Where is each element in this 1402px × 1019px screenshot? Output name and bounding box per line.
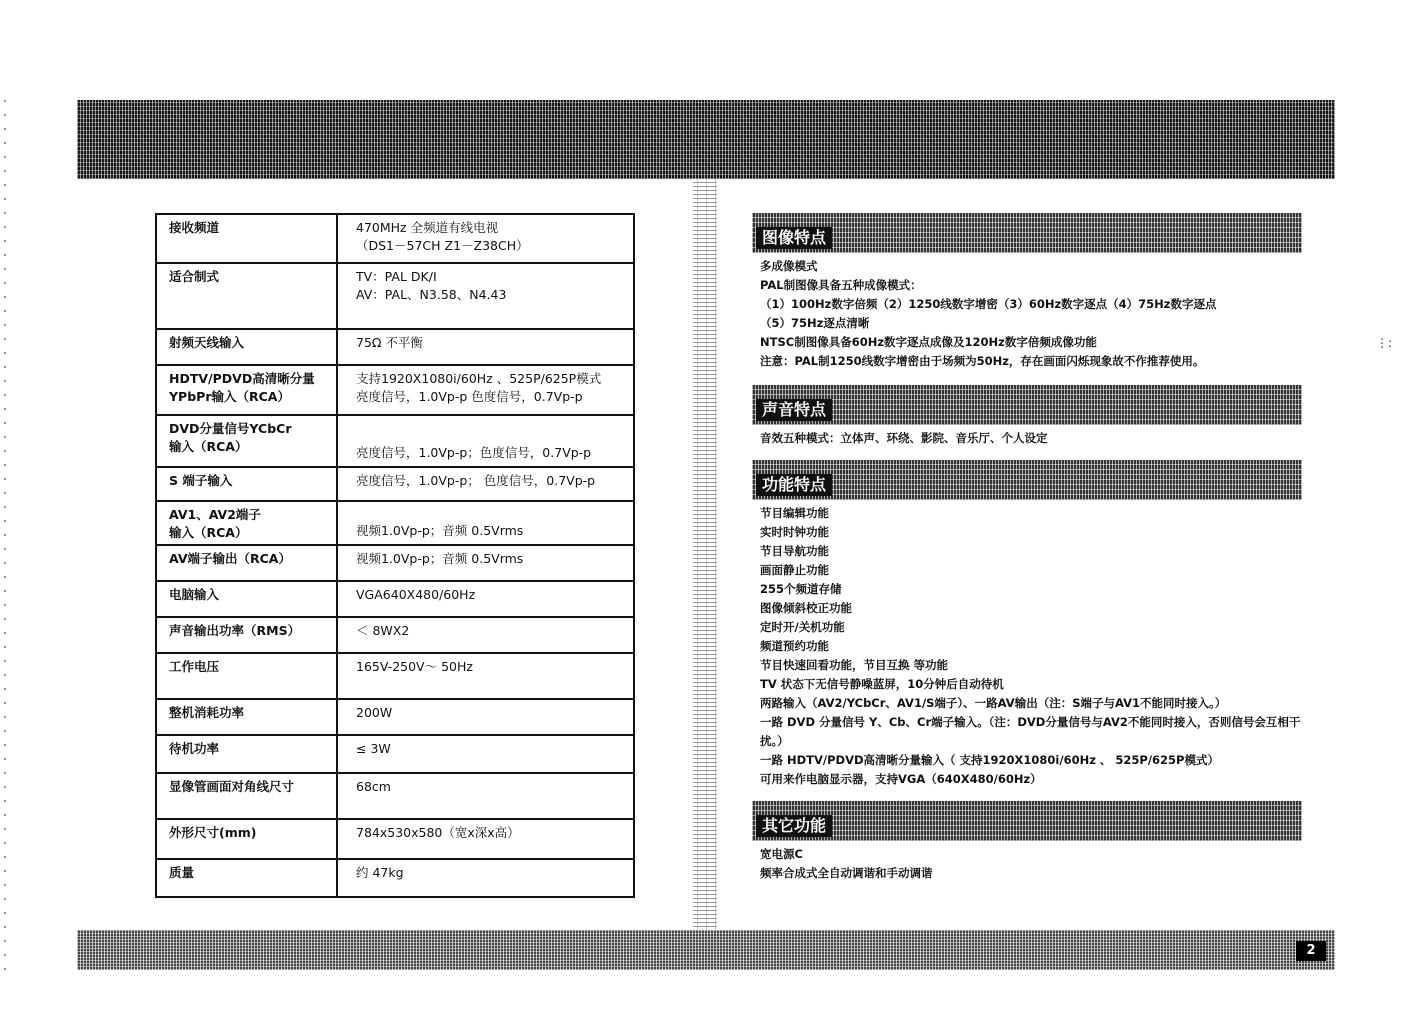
spec-label-text: YPbPr输入（RCA） (169, 389, 290, 404)
spec-label (156, 263, 337, 329)
spec-label-text: 外形尺寸(mm) (169, 825, 257, 840)
spec-label-text: 接收频道 (169, 220, 220, 235)
spec-value-text: （DS1－57CH Z1－Z38CH） (356, 238, 529, 253)
spec-table (155, 213, 635, 898)
spec-label-text: 输入（RCA） (169, 525, 248, 540)
spec-label-text: 适合制式 (169, 269, 220, 284)
spec-label-text: 待机功率 (169, 741, 220, 756)
section-body (752, 253, 1302, 377)
spec-value-text: 470MHz 全频道有线电视 (356, 220, 499, 235)
spec-label (156, 581, 337, 617)
spec-row (156, 467, 634, 501)
section-line: 多成像模式 (760, 259, 818, 273)
spec-value-text: AV：PAL、N3.58、N4.43 (356, 287, 507, 302)
section-line: 频率合成式全自动调谐和手动调谐 (760, 866, 933, 880)
section-line: NTSC制图像具备60Hz数字逐点成像及120Hz数字倍频成像功能 (760, 335, 1097, 349)
spec-row (156, 819, 634, 859)
spec-label (156, 617, 337, 653)
header-band (77, 100, 1335, 179)
section-line: PAL制图像具备五种成像模式： (760, 278, 922, 292)
section-line: 两路输入（AV2/YCbCr、AV1/S端子）、一路AV输出（注：S端子与AV1不能同时接入。） (760, 696, 1227, 710)
spec-value-text: VGA640X480/60Hz (356, 587, 476, 602)
spec-value-text: 75Ω 不平衡 (356, 335, 423, 350)
spec-label (156, 501, 337, 545)
spec-value-text: 68cm (356, 779, 391, 794)
spec-row (156, 214, 634, 263)
spec-row (156, 415, 634, 467)
section-line: 一路 HDTV/PDVD高清晰分量输入（ 支持1920X1080i/60Hz 、 525P/625P模式） (760, 753, 1219, 767)
spec-label-text: 工作电压 (169, 659, 220, 674)
feature-section (752, 213, 1302, 377)
page-spine (693, 179, 717, 931)
section-line: 可用来作电脑显示器，支持VGA（640X480/60Hz） (760, 772, 1042, 786)
stray-mark: ⋮: (1376, 336, 1393, 350)
spec-value (337, 214, 634, 263)
spec-row (156, 365, 634, 415)
spec-value (337, 735, 634, 773)
spec-label-text: 整机消耗功率 (169, 705, 245, 720)
spec-label (156, 735, 337, 773)
spec-row (156, 617, 634, 653)
spec-label (156, 214, 337, 263)
spec-label (156, 773, 337, 819)
spec-value (337, 617, 634, 653)
feature-column (752, 205, 1302, 889)
section-line: 图像倾斜校正功能 (760, 601, 852, 615)
section-line: 宽电源C (760, 847, 803, 861)
spec-value-text: TV：PAL DK/I (356, 269, 437, 284)
spec-row (156, 263, 634, 329)
section-header-band (752, 213, 1302, 253)
spec-label-text: AV端子输出（RCA） (169, 551, 291, 566)
section-line: 节目导航功能 (760, 544, 829, 558)
spec-value-text: 亮度信号，1.0Vp-p 色度信号，0.7Vp-p (356, 389, 583, 404)
spec-value (337, 415, 634, 467)
spec-label-text: AV1、AV2端子 (169, 507, 261, 522)
spec-label-text: 电脑输入 (169, 587, 220, 602)
section-title: 功能特点 (756, 474, 832, 496)
spec-value (337, 365, 634, 415)
spec-row (156, 699, 634, 735)
section-body (752, 425, 1302, 454)
section-line: 节目快速回看功能，节目互换 等功能 (760, 658, 949, 672)
spec-value (337, 773, 634, 819)
spec-row (156, 859, 634, 897)
section-line: 实时时钟功能 (760, 525, 829, 539)
spec-value (337, 581, 634, 617)
spec-label (156, 467, 337, 501)
section-line: TV 状态下无信号静噪蓝屏，10分钟后自动待机 (760, 677, 1004, 691)
spec-value-text: 约 47kg (356, 865, 404, 880)
section-header-band (752, 801, 1302, 841)
spec-label-text: 输入（RCA） (169, 439, 248, 454)
spec-value (337, 545, 634, 581)
spec-value-text: 784x530x580（宽x深x高） (356, 825, 520, 840)
section-title: 其它功能 (756, 815, 832, 837)
section-body (752, 500, 1302, 795)
spec-value-text: 支持1920X1080i/60Hz 、525P/625P模式 (356, 371, 602, 386)
spec-value-text: 亮度信号，1.0Vp-p；色度信号，0.7Vp-p (356, 445, 592, 460)
spec-label (156, 653, 337, 699)
spec-label (156, 415, 337, 467)
spec-row (156, 545, 634, 581)
spec-value (337, 467, 634, 501)
section-title: 声音特点 (756, 399, 832, 421)
spec-row (156, 329, 634, 365)
spec-value-text: 视频1.0Vp-p；音频 0.5Vrms (356, 523, 524, 538)
spec-label-text: HDTV/PDVD高清晰分量 (169, 371, 315, 386)
spec-value (337, 859, 634, 897)
spec-row (156, 773, 634, 819)
spec-row (156, 501, 634, 545)
section-line: 音效五种模式：立体声、环绕、影院、音乐厅、个人设定 (760, 431, 1048, 445)
scan-edge-marks (4, 90, 6, 970)
spec-value (337, 699, 634, 735)
spec-value-text: 亮度信号，1.0Vp-p； 色度信号，0.7Vp-p (356, 473, 596, 488)
feature-section (752, 385, 1302, 454)
section-body (752, 841, 1302, 889)
section-line: 频道预约功能 (760, 639, 829, 653)
footer-band (77, 930, 1335, 970)
section-line: 255个频道存储 (760, 582, 842, 596)
spec-value-text: 165V-250V～ 50Hz (356, 659, 473, 674)
spec-label (156, 545, 337, 581)
spec-label (156, 699, 337, 735)
spec-label-text: DVD分量信号YCbCr (169, 421, 292, 436)
page-number: 2 (1296, 941, 1326, 961)
spec-row (156, 735, 634, 773)
spec-value-text: ≤ 3W (356, 741, 391, 756)
spec-label-text: 显像管画面对角线尺寸 (169, 779, 295, 794)
spec-label (156, 365, 337, 415)
section-header-band (752, 460, 1302, 500)
spec-value-text: 200W (356, 705, 393, 720)
section-line: 画面静止功能 (760, 563, 829, 577)
spec-row (156, 653, 634, 699)
section-line: 一路 DVD 分量信号 Y、Cb、Cr端子输入。（注：DVD分量信号与AV2不能同时接入，否则信号会互相干扰。） (760, 715, 1301, 748)
spec-label-text: S 端子输入 (169, 473, 233, 488)
spec-value-text: ＜ 8WX2 (356, 623, 410, 638)
spec-value (337, 819, 634, 859)
spec-label (156, 859, 337, 897)
section-line: 节目编辑功能 (760, 506, 829, 520)
section-line: （1）100Hz数字倍频（2）1250线数字增密（3）60Hz数字逐点（4）75Hz数字逐点 (760, 297, 1217, 311)
spec-value (337, 329, 634, 365)
spec-value (337, 501, 634, 545)
feature-section (752, 460, 1302, 795)
section-line: 定时开/关机功能 (760, 620, 845, 634)
section-line: （5）75Hz逐点清晰 (760, 316, 870, 330)
section-title: 图像特点 (756, 227, 832, 249)
spec-label (156, 819, 337, 859)
spec-label-text: 射频天线输入 (169, 335, 245, 350)
spec-value (337, 263, 634, 329)
spec-label-text: 质量 (169, 865, 195, 880)
section-line: 注意：PAL制1250线数字增密由于场频为50Hz，存在画面闪烁现象故不作推荐使用。 (760, 354, 1205, 368)
spec-row (156, 581, 634, 617)
section-header-band (752, 385, 1302, 425)
spec-value-text: 视频1.0Vp-p；音频 0.5Vrms (356, 551, 524, 566)
spec-label (156, 329, 337, 365)
feature-section (752, 801, 1302, 889)
spec-value (337, 653, 634, 699)
spec-label-text: 声音输出功率（RMS） (169, 623, 301, 638)
